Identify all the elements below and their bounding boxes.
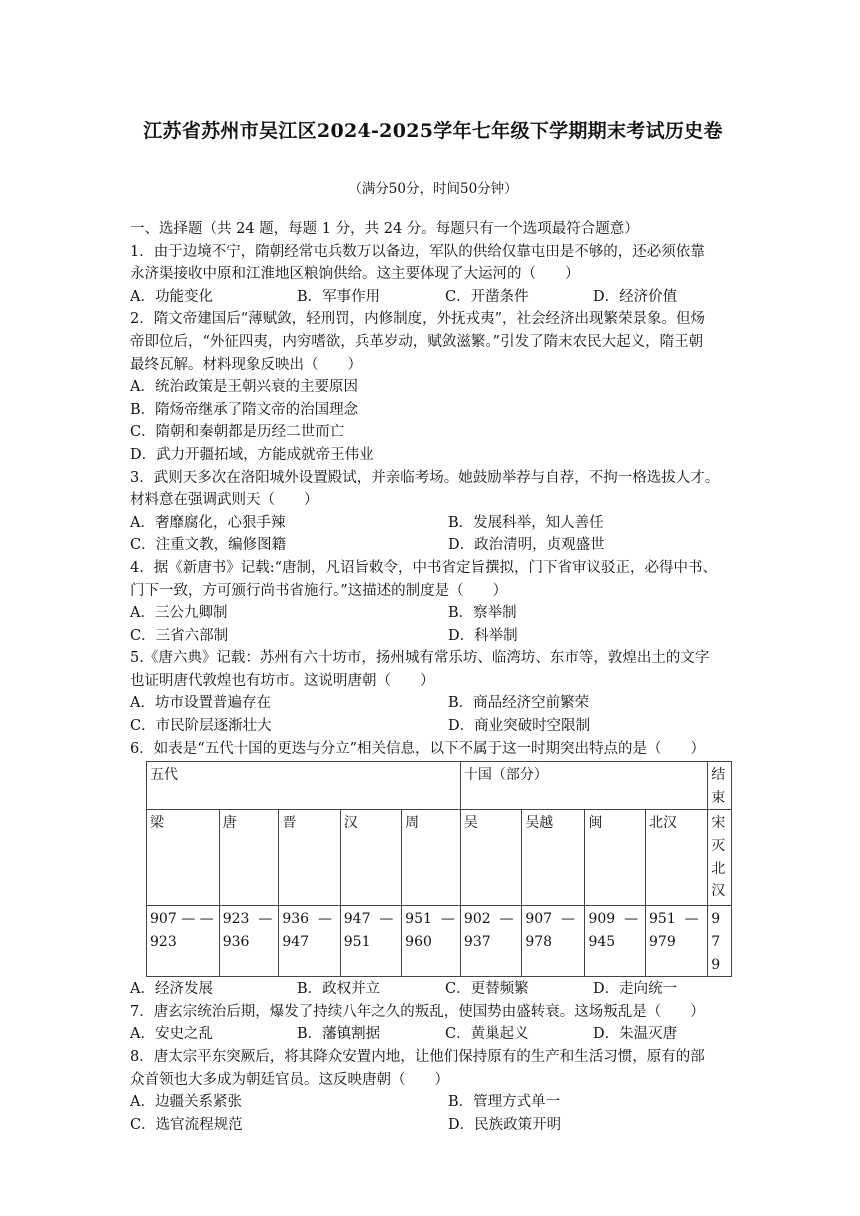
- question-4: [130, 557, 736, 647]
- end-event-text: 宋灭北汉: [711, 815, 726, 900]
- exam-title: 江苏省苏州市吴江区2024-2025学年七年级下学期期末考试历史卷: [143, 120, 723, 142]
- question-1: [130, 241, 736, 309]
- option-d: D．科举制: [448, 627, 518, 644]
- option-b: B．政权并立: [297, 981, 381, 998]
- question-line: 也证明唐代敦煌也有坊市。这说明唐朝（ ）: [130, 672, 435, 689]
- year-cell: 907 — 978: [522, 906, 585, 977]
- question-line: 6．如表是“五代十国的更迭与分立”相关信息，以下不属于这一时期突出特点的是（ ）: [130, 740, 706, 757]
- dynasty-cell: 唐: [219, 810, 279, 906]
- question-line: 1．由于边境不宁，隋朝经常屯兵数万以备边，军队的供给仅靠屯田是不够的，还必须依靠: [130, 243, 705, 260]
- header-ten-kingdoms: 十国（部分）: [460, 762, 707, 810]
- question-8: [130, 1046, 736, 1136]
- option-b: B．藩镇割据: [297, 1026, 381, 1043]
- question-line: 永济渠接收中原和江淮地区粮饷供给。这主要体现了大运河的（ ）: [130, 266, 580, 283]
- section-heading: 一、选择题（共 24 题，每题 1 分，共 24 分。每题只有一个选项最符合题意）: [130, 221, 639, 237]
- option-d: D．武力开疆拓域，方能成就帝王伟业: [130, 446, 374, 463]
- year-cell: 923 — 936: [219, 906, 279, 977]
- question-line: 7．唐玄宗统治后期，爆发了持续八年之久的叛乱，使国势由盛转衰。这场叛乱是（ ）: [130, 1003, 705, 1020]
- option-c: C．黄巢起义: [445, 1026, 529, 1043]
- options-row: [130, 286, 736, 309]
- question-line: 帝即位后，“外征四夷，内穷嗜欲，兵革岁动，赋敛滋繁。”引发了隋末农民大起义，隋王朝: [130, 333, 704, 350]
- end-event-cell: [708, 810, 732, 906]
- option-a: A．安史之乱: [130, 1026, 213, 1043]
- dynasty-cell: 梁: [147, 810, 220, 906]
- options-row: [130, 715, 736, 738]
- option-c: C．选官流程规范: [130, 1116, 243, 1133]
- option-c: C．注重文教，编修图籍: [130, 537, 287, 554]
- option-c: C．更替频繁: [445, 981, 529, 998]
- years-row: [147, 906, 732, 977]
- option-a: A．边疆关系紧张: [130, 1094, 242, 1111]
- option-d: D．民族政策开明: [448, 1116, 562, 1133]
- question-2: [130, 308, 736, 466]
- header-end-text: 结束: [711, 767, 726, 806]
- option-a: A．坊市设置普遍存在: [130, 695, 271, 712]
- question-5: [130, 647, 736, 737]
- options-row: [130, 1114, 736, 1137]
- options-row: [130, 625, 736, 648]
- option-b: B．隋炀帝继承了隋文帝的治国理念: [130, 401, 359, 418]
- options-row: [130, 534, 736, 557]
- option-d: D．经济价值: [593, 288, 678, 305]
- kingdom-cell: 吴: [460, 810, 521, 906]
- year-cell: 902 — 937: [460, 906, 521, 977]
- kingdom-cell: 闽: [585, 810, 646, 906]
- question-line: 5.《唐六典》记载：苏州有六十坊市，扬州城有常乐坊、临湾坊、东市等，敦煌出土的文字: [130, 650, 710, 667]
- exam-subtitle: （满分50分，时间50分钟）: [348, 181, 518, 197]
- dynasty-cell: 汉: [340, 810, 401, 906]
- question-line: 3．武则天多次在洛阳城外设置殿试，并亲临考场。她鼓励举荐与自荐，不拘一格选拔人才。: [130, 469, 720, 486]
- year-cell: 947 — 951: [340, 906, 401, 977]
- year-cell: 951 — 979: [646, 906, 708, 977]
- option-b: B．察举制: [448, 605, 517, 622]
- option-d: D．政治清明，贞观盛世: [448, 537, 605, 554]
- option-a: A．三公九卿制: [130, 605, 228, 622]
- exam-content: [130, 218, 736, 1136]
- option-c: C．三省六部制: [130, 627, 229, 644]
- dynasty-cell: 晋: [279, 810, 340, 906]
- options-row: [130, 978, 736, 1001]
- option-c: C．隋朝和秦朝都是历经二世而亡: [130, 424, 345, 441]
- options-row: [130, 692, 736, 715]
- option-a: A．奢靡腐化，心狠手辣: [130, 514, 286, 531]
- question-line: 2．隋文帝建国后“薄赋敛，轻刑罚，内修制度，外抚戎夷”，社会经济出现繁荣景象。但炀: [130, 311, 706, 328]
- option-b: B．军事作用: [297, 288, 381, 305]
- question-line: 最终瓦解。材料现象反映出（ ）: [130, 356, 362, 373]
- option-a: A．功能变化: [130, 288, 213, 305]
- five-dynasties-table: [146, 761, 732, 977]
- question-line: 8．唐太宗平东突厥后，将其降众安置内地，让他们保持原有的生产和生活习惯，原有的部: [130, 1049, 705, 1065]
- question-line: 门下一致，方可颁行尚书省施行。”这描述的制度是（ ）: [130, 582, 508, 599]
- option-a: A．经济发展: [130, 981, 213, 998]
- option-d: D．朱温灭唐: [593, 1026, 678, 1043]
- question-3: [130, 467, 736, 557]
- options-row: [130, 1091, 736, 1114]
- question-6: [130, 738, 736, 1001]
- kingdom-cell: 吴越: [522, 810, 585, 906]
- option-c: C．市民阶层逐渐壮大: [130, 718, 272, 735]
- year-cell: 951 — 960: [402, 906, 461, 977]
- question-line: 4．据《新唐书》记载:“唐制，凡诏旨敕令，中书省定旨撰拟，门下省审议驳正，必得中书、: [130, 559, 718, 576]
- question-7: [130, 1001, 736, 1046]
- options-row: [130, 512, 736, 535]
- header-end: [708, 762, 732, 810]
- option-a: A．统治政策是王朝兴衰的主要原因: [130, 379, 358, 396]
- question-line: 众首领也大多成为朝廷官员。这反映唐朝（ ）: [130, 1071, 449, 1088]
- option-c: C．开凿条件: [445, 288, 529, 305]
- kingdom-cell: 北汉: [646, 810, 708, 906]
- option-b: B．发展科举，知人善任: [448, 514, 604, 531]
- question-line: 材料意在强调武则天（ ）: [130, 492, 319, 509]
- year-cell: 907 — — 923: [147, 906, 220, 977]
- dynasty-cell: 周: [402, 810, 461, 906]
- option-b: B．管理方式单一: [448, 1094, 561, 1111]
- year-cell: 909 — 945: [585, 906, 646, 977]
- options-row: [130, 602, 736, 625]
- option-b: B．商品经济空前繁荣: [448, 695, 590, 712]
- header-five-dynasties: 五代: [147, 762, 461, 810]
- end-year-cell: 979: [708, 906, 732, 977]
- options-row: [130, 1023, 736, 1046]
- option-d: D．商业突破时空限制: [448, 718, 591, 735]
- year-cell: 936 — 947: [279, 906, 340, 977]
- option-d: D．走向统一: [593, 981, 678, 998]
